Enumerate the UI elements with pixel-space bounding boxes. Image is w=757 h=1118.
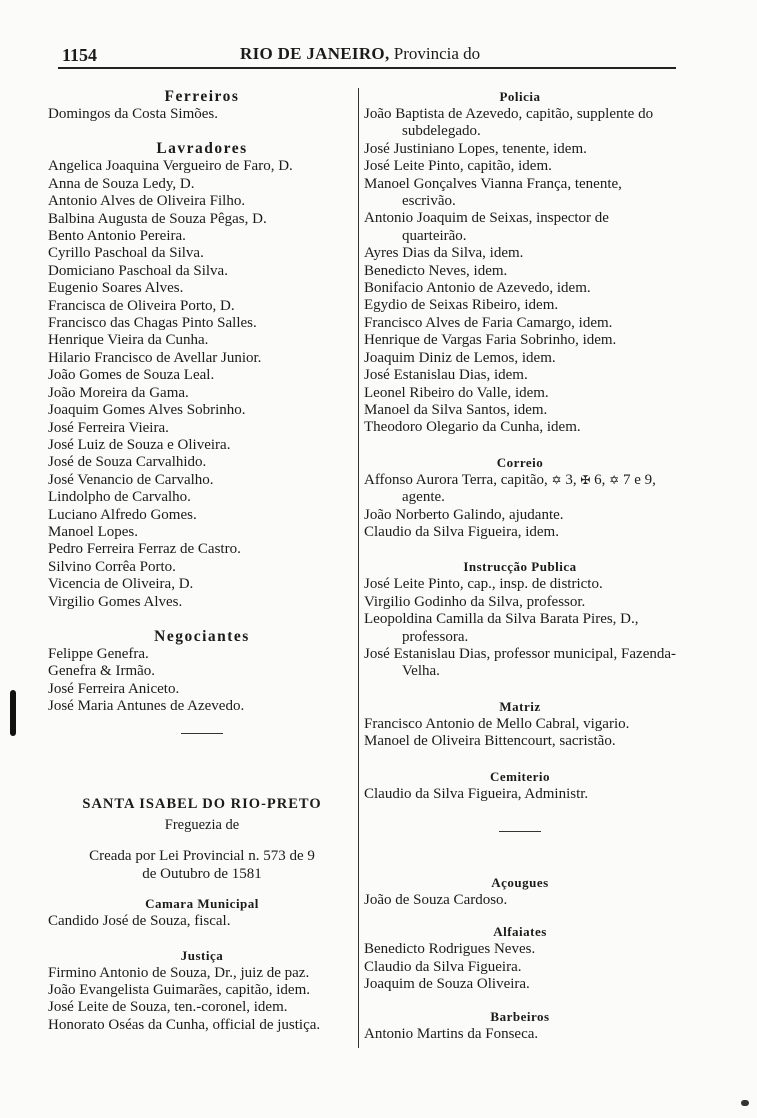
justica-list [48,965,356,1035]
correio-list [364,507,676,542]
lavradores-list [48,158,356,611]
list-item: Lindolpho de Carvalho. [48,489,191,506]
list-item: Henrique Vieira da Cunha. [48,332,209,349]
list-item: Francisco das Chagas Pinto Salles. [48,315,257,332]
list-item: José Estanislau Dias, professor municipal, Fazenda-Velha. [364,645,677,680]
list-item: Henrique de Vargas Faria Sobrinho, idem. [364,332,617,349]
list-item: José Luiz de Souza e Oliveira. [48,436,231,453]
list-item: Silvino Corrêa Porto. [48,558,176,575]
creada-line-2: de Outubro de 1581 [142,865,262,882]
section-heading-matriz: Matriz [499,698,541,714]
list-item: Balbina Augusta de Souza Pêgas, D. [48,210,267,227]
list-item: Joaquim Diniz de Lemos, idem. [364,349,556,366]
negociantes-list [48,646,356,716]
column-divider [358,88,359,1048]
section-heading-acougues: Açougues [491,875,549,890]
list-item: Benedicto Neves, idem. [364,262,508,279]
camara-list [48,913,356,930]
list-item: Claudio da Silva Figueira, idem. [364,523,559,540]
acougues-list [364,892,676,909]
running-head-title: RIO DE JANEIRO, [240,44,390,63]
list-item: Pedro Ferreira Ferraz de Castro. [48,541,241,558]
list-item: Antonio Alves de Oliveira Filho. [48,193,246,210]
matriz-list [364,716,676,751]
policia-list [364,106,676,437]
list-item: João de Souza Cardoso. [364,892,508,908]
section-heading-instruccao: Instrucção Publica [463,559,577,575]
list-item: Francisca de Oliveira Porto, D. [48,297,235,314]
list-item: Eugenio Soares Alves. [48,280,184,297]
list-item: Egydio de Seixas Ribeiro, idem. [364,297,559,314]
list-item: José Venancio de Carvalho. [48,471,214,488]
list-item: João Norberto Galindo, ajudante. [364,506,564,523]
list-item: Virgilio Godinho da Silva, professor. [364,593,586,610]
freguezia-label: Freguezia de [164,817,240,833]
cemiterio-list [364,786,676,803]
list-item: Hilario Francisco de Avellar Junior. [48,349,262,366]
header-rule [58,67,676,69]
barbeiros-list [364,1026,676,1043]
section-heading-policia: Policia [499,89,541,104]
correio-entry-text: 3, [565,471,577,488]
section-heading-correio: Correio [496,454,544,470]
list-item: Ayres Dias da Silva, idem. [364,245,524,262]
list-item: José Maria Antunes de Azevedo. [48,698,245,715]
list-item: Manoel Lopes. [48,523,138,540]
list-item: João Evangelista Guimarães, capitão, idem. [48,982,310,999]
list-item: José Estanislau Dias, idem. [364,367,528,384]
list-item: Domingos da Costa Simões. [48,106,219,122]
list-item: Cyrillo Paschoal da Silva. [48,245,204,262]
list-item: Francisco Antonio de Mello Cabral, vigario. [364,715,630,732]
right-column [364,88,676,1043]
list-item: Joaquim Gomes Alves Sobrinho. [48,402,246,419]
correio-entry-text: 6, [594,471,606,488]
corner-mark [741,1100,749,1106]
list-item: Angelica Joaquina Vergueiro de Faro, D. [48,158,293,175]
list-item: Leonel Ribeiro do Valle, idem. [364,384,549,401]
section-heading-negociantes: Negociantes [154,627,250,645]
list-item: João Gomes de Souza Leal. [48,367,215,384]
list-item: João Moreira da Gama. [48,384,189,401]
left-column [48,88,356,1034]
order-star-icon: ✡ [551,472,562,487]
list-item: José Leite Pinto, cap., insp. de districto. [364,576,603,593]
list-item: Anna de Souza Ledy, D. [48,175,195,192]
page-number: 1154 [62,45,98,65]
section-heading-alfaiates: Alfaiates [493,924,547,940]
list-item: Genefra & Irmão. [48,663,156,680]
list-item: José Leite de Souza, ten.-coronel, idem. [48,999,288,1016]
list-item: José Ferreira Vieira. [48,419,169,436]
list-item: Manoel Gonçalves Vianna França, tenente, escrivão. [364,175,622,210]
section-heading-camara: Camara Municipal [145,896,259,912]
list-item: Claudio da Silva Figueira. [364,958,522,975]
list-item: Leopoldina Camilla da Silva Barata Pires, D., professora. [364,611,639,645]
list-item: Bento Antonio Pereira. [48,228,186,245]
list-item: Francisco Alves de Faria Camargo, idem. [364,314,613,331]
margin-mark [10,690,16,736]
list-item: Vicencia de Oliveira, D. [48,576,194,593]
list-item: Honorato Oséas da Cunha, official de justiça. [48,1016,321,1033]
creada-line-1: Creada por Lei Provincial n. 573 de 9 [89,848,315,865]
parish-title: SANTA ISABEL DO RIO-PRETO [82,795,322,812]
list-item: Claudio da Silva Figueira, Administr. [364,785,589,802]
section-heading-ferreiros: Ferreiros [164,88,240,105]
instruccao-list [364,576,676,680]
list-item: José de Souza Carvalhido. [48,454,207,471]
alfaiates-list [364,941,676,993]
correio-entry-text: 7 e 9, agente. [402,471,656,506]
page-header [40,38,676,66]
list-item: Antonio Martins da Fonseca. [364,1025,539,1042]
correio-entry-agent [364,472,676,507]
list-item: José Justiniano Lopes, tenente, idem. [364,140,587,157]
section-heading-barbeiros: Barbeiros [490,1008,550,1024]
list-item: Theodoro Olegario da Cunha, idem. [364,419,581,436]
list-item: Benedicto Rodrigues Neves. [364,941,536,958]
correio-entry-text: Affonso Aurora Terra, capitão, [364,471,548,488]
list-item: Joaquim de Souza Oliveira. [364,976,530,993]
list-item: Domiciano Paschoal da Silva. [48,262,228,279]
list-item: José Ferreira Aniceto. [48,680,180,697]
ferreiros-list [48,106,356,123]
list-item: João Baptista de Azevedo, capitão, supplente do subdelegado. [364,106,654,140]
list-item: Felippe Genefra. [48,645,149,662]
running-head-subtitle: Provincia do [393,44,481,63]
list-item: Firmino Antonio de Souza, Dr., juiz de paz. [48,964,310,981]
section-heading-cemiterio: Cemiterio [489,768,551,784]
list-item: Candido José de Souza, fiscal. [48,913,231,930]
list-item: Antonio Joaquim de Seixas, inspector de quarteirão. [364,210,609,244]
list-item: Manoel da Silva Santos, idem. [364,401,548,418]
section-heading-lavradores: Lavradores [156,140,248,158]
section-heading-justica: Justiça [180,947,224,963]
running-head [240,44,480,64]
list-item: Bonifacio Antonio de Azevedo, idem. [364,280,591,297]
list-item: Luciano Alfredo Gomes. [48,506,197,523]
list-item: José Leite Pinto, capitão, idem. [364,158,552,175]
list-item: Manoel de Oliveira Bittencourt, sacristão. [364,733,616,750]
list-item: Virgilio Gomes Alves. [48,593,183,610]
order-cross-icon: ✠ [580,472,591,487]
order-star-icon: ✡ [609,472,620,487]
